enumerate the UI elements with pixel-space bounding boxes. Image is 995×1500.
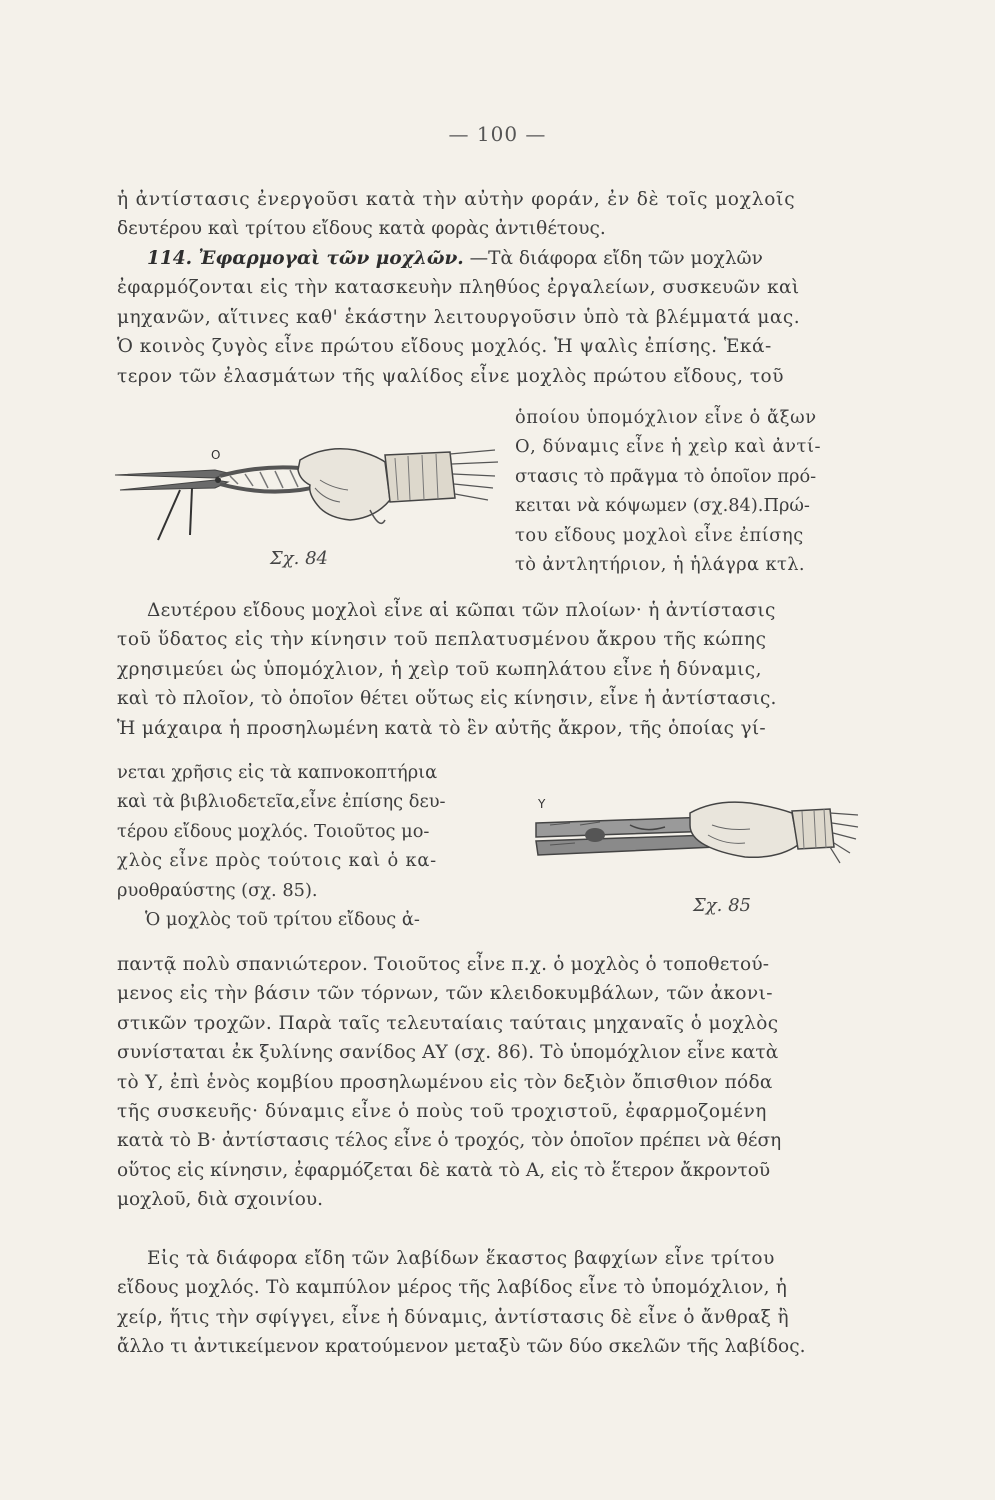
text-line: χλὸς εἶνε πρὸς τούτοις καὶ ὁ κα- bbox=[117, 850, 437, 872]
text-line: παντᾷ πολὺ σπανιώτερον. Τοιοῦτος εἶνε π.χ. ὁ μοχλὸς ὁ τοποθετού- bbox=[117, 954, 770, 975]
paragraph-tongs bbox=[117, 1244, 806, 1362]
text-line: καὶ τὰ βιβλιοδετεῖα,εἶνε ἐπίσης δευ- bbox=[117, 791, 446, 813]
text-line: κατὰ τὸ Β· ἀντίστασις τέλος εἶνε ὁ τροχός, τὸν ὁποῖον πρέπει νὰ θέση bbox=[117, 1130, 782, 1152]
text-line: κειται νὰ κόψωμεν (σχ.84).Πρώ- bbox=[515, 495, 810, 517]
paragraph-wrap-fig85 bbox=[117, 758, 446, 934]
text-line: εἴδους μοχλός. Τὸ καμπύλον μέρος τῆς λαβίδος εἶνε τὸ ὑπομόχλιον, ἡ bbox=[117, 1277, 788, 1299]
text-line: του εἴδους μοχλοὶ εἶνε ἐπίσης bbox=[515, 524, 804, 546]
paragraph-third-class bbox=[117, 950, 781, 1215]
figure-label-o: O bbox=[211, 448, 221, 462]
text-line: ρυοθραύστης (σχ. 85). bbox=[117, 879, 318, 901]
text-line: καὶ τὸ πλοῖον, τὸ ὁποῖον θέτει οὕτως εἰς κίνησιν, εἶνε ἡ ἀντίστασις. bbox=[117, 688, 777, 710]
text-line: —Τὰ διάφορα εἴδη τῶν μοχλῶν bbox=[469, 248, 763, 269]
text-line: Ο, δύναμις εἶνε ἡ χεὶρ καὶ ἀντί- bbox=[515, 436, 822, 458]
text-line: δευτέρου καὶ τρίτου εἴδους κατὰ φορὰς ἀντιθέτους. bbox=[117, 218, 606, 240]
text-line: χρησιμεύει ὡς ὑπομόχλιον, ἡ χεὶρ τοῦ κωπηλάτου εἶνε ἡ δύναμις, bbox=[117, 658, 762, 680]
section-heading-line bbox=[117, 244, 800, 273]
text-line: χείρ, ἥτις τὴν σφίγγει, εἶνε ἡ δύναμις, ἀντίστασις δὲ εἶνε ὁ ἄνθραξ ἢ bbox=[117, 1306, 789, 1328]
paragraph-wrap-fig84 bbox=[515, 403, 821, 579]
text-line: ἡ ἀντίστασις ἐνεργοῦσι κατὰ τὴν αὐτὴν φοράν, ἐν δὲ τοῖς μοχλοῖς bbox=[117, 189, 796, 210]
text-line: τερον τῶν ἐλασμάτων τῆς ψαλίδος εἶνε μοχλὸς πρώτου εἴδους, τοῦ bbox=[117, 365, 784, 387]
text-line: τὸ Υ, ἐπὶ ἑνὸς κομβίου προσηλωμένου εἰς τὸν δεξιὸν ὄπισθιον πόδα bbox=[117, 1071, 773, 1093]
figure-84-caption: Σχ. 84 bbox=[270, 548, 328, 569]
text-line: ὁποίου ὑπομόχλιον εἶνε ὁ ἄξων bbox=[515, 407, 817, 428]
figure-85-caption: Σχ. 85 bbox=[693, 895, 751, 916]
text-line: ἐφαρμόζονται εἰς τὴν κατασκευὴν πληθύος ἐργαλείων, συσκευῶν καὶ bbox=[117, 277, 800, 299]
text-line: μηχανῶν, αἵτινες καθ' ἑκάστην λειτουργοῦσιν ὑπὸ τὰ βλέμματά μας. bbox=[117, 306, 801, 328]
section-heading: 114. Ἐφαρμογαὶ τῶν μοχλῶν. bbox=[147, 248, 464, 269]
text-line: τῆς συσκευῆς· δύναμις εἶνε ὁ ποὺς τοῦ τροχιστοῦ, ἐφαρμοζομένη bbox=[117, 1101, 767, 1123]
text-line: τέρου εἴδους μοχλός. Τοιοῦτος μο- bbox=[117, 820, 430, 842]
text-line: μενος εἰς τὴν βάσιν τῶν τόρνων, τῶν κλειδοκυμβάλων, τῶν ἀκονι- bbox=[117, 983, 773, 1005]
paragraph-intro bbox=[117, 185, 795, 244]
text-line: στικῶν τροχῶν. Παρὰ ταῖς τελευταίαις ταύταις μηχαναῖς ὁ μοχλὸς bbox=[117, 1012, 779, 1034]
figure-85 bbox=[530, 795, 860, 885]
figure-label-y: Y bbox=[538, 797, 546, 811]
text-line: ἄλλο τι ἀντικείμενον κρατούμενον μεταξὺ τῶν δύο σκελῶν τῆς λαβίδος. bbox=[117, 1336, 806, 1358]
paragraph-second-class bbox=[117, 596, 777, 743]
text-line: τὸ ἀντλητήριον, ἡ ἡλάγρα κτλ. bbox=[515, 554, 805, 576]
text-line: μοχλοῦ, διὰ σχοινίου. bbox=[117, 1189, 324, 1211]
text-line: στασις τὸ πρᾶγμα τὸ ὁποῖον πρό- bbox=[515, 465, 817, 487]
text-line: τοῦ ὕδατος εἰς τὴν κίνησιν τοῦ πεπλατυσμένου ἄκρου τῆς κώπης bbox=[117, 629, 767, 651]
text-line: οὕτος εἰς κίνησιν, ἐφαρμόζεται δὲ κατὰ τὸ Α, εἰς τὸ ἕτερον ἄκροντοῦ bbox=[117, 1159, 771, 1181]
section-114 bbox=[117, 244, 800, 391]
hand-holding-nutcracker-icon bbox=[530, 795, 860, 885]
text-line: νεται χρῆσις εἰς τὰ καπνοκοπτήρια bbox=[117, 762, 438, 783]
text-line: Ὁ κοινὸς ζυγὸς εἶνε πρώτου εἴδους μοχλός. Ἡ ψαλὶς ἐπίσης. Ἑκά- bbox=[117, 336, 772, 358]
text-line: συνίσταται ἐκ ξυλίνης σανίδος ΑΥ (σχ. 86). Τὸ ὑπομόχλιον εἶνε κατὰ bbox=[117, 1042, 779, 1064]
text-line: Ὁ μοχλὸς τοῦ τρίτου εἴδους ἀ- bbox=[145, 909, 420, 931]
text-line: Δευτέρου εἴδους μοχλοὶ εἶνε αἱ κῶπαι τῶν πλοίων· ἡ ἀντίστασις bbox=[147, 600, 776, 621]
page-number: — 100 — bbox=[448, 122, 547, 146]
text-line: Εἰς τὰ διάφορα εἴδη τῶν λαβίδων ἕκαστος βαφχίων εἶνε τρίτου bbox=[147, 1248, 775, 1269]
text-line: Ἡ μάχαιρα ἡ προσηλωμένη κατὰ τὸ ἓν αὐτῆς ἄκρον, τῆς ὁποίας γί- bbox=[117, 717, 766, 739]
